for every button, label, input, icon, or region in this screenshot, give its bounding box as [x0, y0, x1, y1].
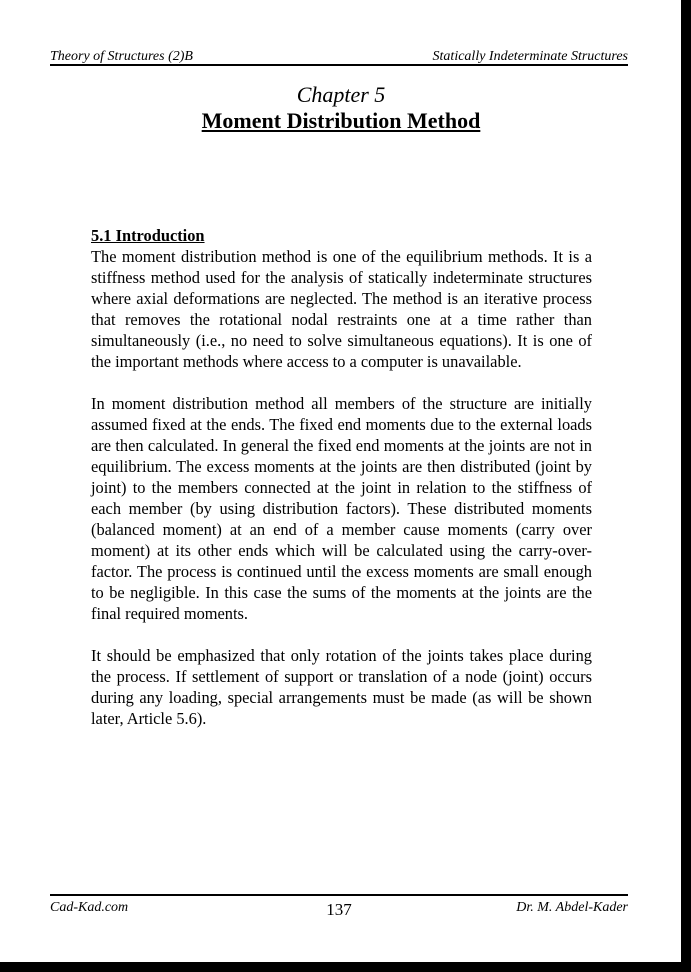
footer-author: Dr. M. Abdel-Kader	[516, 900, 628, 915]
section-heading: 5.1 Introduction	[91, 226, 205, 245]
paragraph-1: The moment distribution method is one of the equilibrium methods. It is a stiffness method used for the analysis of statically indeterminate structures where axial deformations are neglected. The method is an iterative process that removes the rotational nodal restraints one at a time rather than simultaneously (i.e., no need to solve simultaneous equations). It is one of the important methods where access to a computer is unavailable.	[91, 247, 592, 371]
header-course-title: Theory of Structures (2)B	[50, 49, 193, 64]
page-shadow-right	[681, 0, 691, 972]
main-content	[91, 225, 592, 750]
paragraph-3: It should be emphasized that only rotation of the joints takes place during the process. If settlement of support or translation of a node (joint) occurs during any loading, special arrangements must be made (as will be shown later, Article 5.6).	[91, 646, 592, 728]
header-topic-title: Statically Indeterminate Structures	[432, 49, 628, 64]
page-footer	[50, 898, 628, 920]
chapter-title: Moment Distribution Method	[201, 108, 481, 133]
page-number: 137	[326, 900, 352, 919]
footer-website: Cad-Kad.com	[50, 900, 129, 915]
footer-divider	[50, 894, 628, 896]
chapter-label: Chapter 5	[296, 82, 386, 107]
header-divider	[50, 64, 628, 66]
page-shadow-bottom	[0, 962, 691, 972]
paragraph-2: In moment distribution method all members of the structure are initially assumed fixed at the ends. The fixed end moments due to the external loads are then calculated. In general the fixed end moments at the joints are not in equilibrium. The excess moments at the joints are then distributed (joint by joint) to the members connected at the joint in relation to the stiffness of each member (by using distribution factors). These distributed moments (balanced moment) at an end of a member cause moments (carry over moment) at its other ends which will be calculated using the carry-over-factor. The process is continued until the excess moments are small enough to be negligible. In this case the sums of the moments at the joints are the final required moments.	[91, 394, 592, 623]
